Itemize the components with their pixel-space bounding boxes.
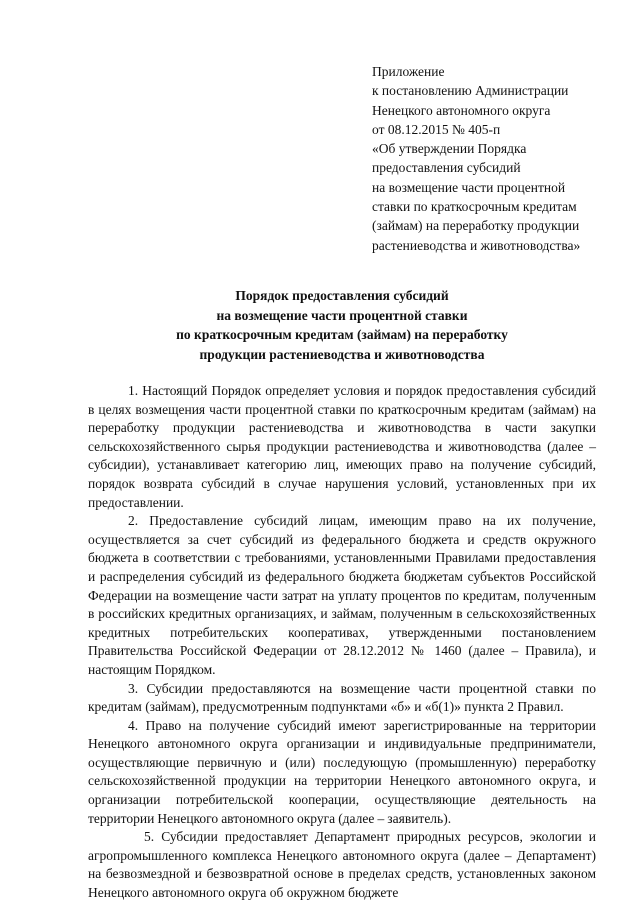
paragraph-3: 3. Субсидии предоставляются на возмещение части процентной ставки по кредитам (займам), предусмотренным подпунктами «б» и «б(1)» пункта 2 Правил.	[88, 680, 596, 715]
annex-line: Ненецкого автономного округа	[372, 102, 551, 118]
annex-header	[372, 62, 622, 255]
annex-line: (займам) на переработку продукции	[372, 218, 580, 234]
annex-line: «Об утверждении Порядка	[372, 141, 527, 157]
annex-line: Приложение	[372, 64, 445, 79]
document-title	[88, 286, 596, 364]
annex-line: на возмещение части процентной	[372, 179, 566, 195]
annex-line: от 08.12.2015 № 405-п	[372, 121, 501, 137]
paragraph-2: 2. Предоставление субсидий лицам, имеющим право на их получение, осуществляется за счет субсидий из федерального бюджета и средств окружного бюджета в соответствии с требованиями, установленными Правилами предоставления и распределения субсидий из федерального бюджета бюджетам субъектов Российской Федерации на возмещение части затрат на уплату процентов по кредитам, полученным в российских кредитных организациях, и займам, полученным в сельскохозяйственных кредитных потребительских кооперативах, утвержденными постановлением Правительства Российской Федерации от 28.12.2012 № 1460 (далее – Правила), и настоящим Порядком.	[88, 513, 596, 677]
paragraph-5: 5. Субсидии предоставляет Департамент природных ресурсов, экологии и агропромышленного комплекса Ненецкого автономного округа (далее – Департамент) на безвозмездной и безвозвратной основе в пределах средств, установленных законом Ненецкого автономного округа об окружном бюджете	[88, 829, 596, 901]
title-line: продукции растениеводства и животноводства	[199, 346, 485, 362]
annex-line: растениеводства и животноводства»	[372, 237, 581, 253]
paragraph-1: 1. Настоящий Порядок определяет условия и порядок предоставления субсидий в целях возмещения части процентной ставки по краткосрочным кредитам (займам) на переработку продукции растениеводства и животноводства в части закупки сельскохозяйственного сырья продукции растениеводства и животноводства (далее – субсидии), устанавливает категорию лиц, имеющих право на получение субсидий, порядок возврата субсидий в случае нарушения условий, установленных при их предоставлении.	[88, 383, 596, 510]
title-line: по краткосрочным кредитам (займам) на переработку	[176, 327, 508, 342]
annex-line: предоставления субсидий	[372, 160, 521, 176]
annex-line: ставки по краткосрочным кредитам	[372, 199, 577, 215]
document-body	[88, 382, 596, 903]
title-line: на возмещение части процентной ставки	[216, 307, 468, 323]
paragraph-4: 4. Право на получение субсидий имеют зарегистрированные на территории Ненецкого автономного округа организации и индивидуальные предприниматели, осуществляющие первичную и (или) последующую (промышленную) переработку сельскохозяйственной продукции на территории Ненецкого автономного округа, и организации потребительской кооперации, осуществляющие деятельность на территории Ненецкого автономного округа (далее – заявитель).	[88, 717, 596, 826]
title-line: Порядок предоставления субсидий	[235, 288, 449, 303]
annex-line: к постановлению Администрации	[372, 83, 569, 99]
